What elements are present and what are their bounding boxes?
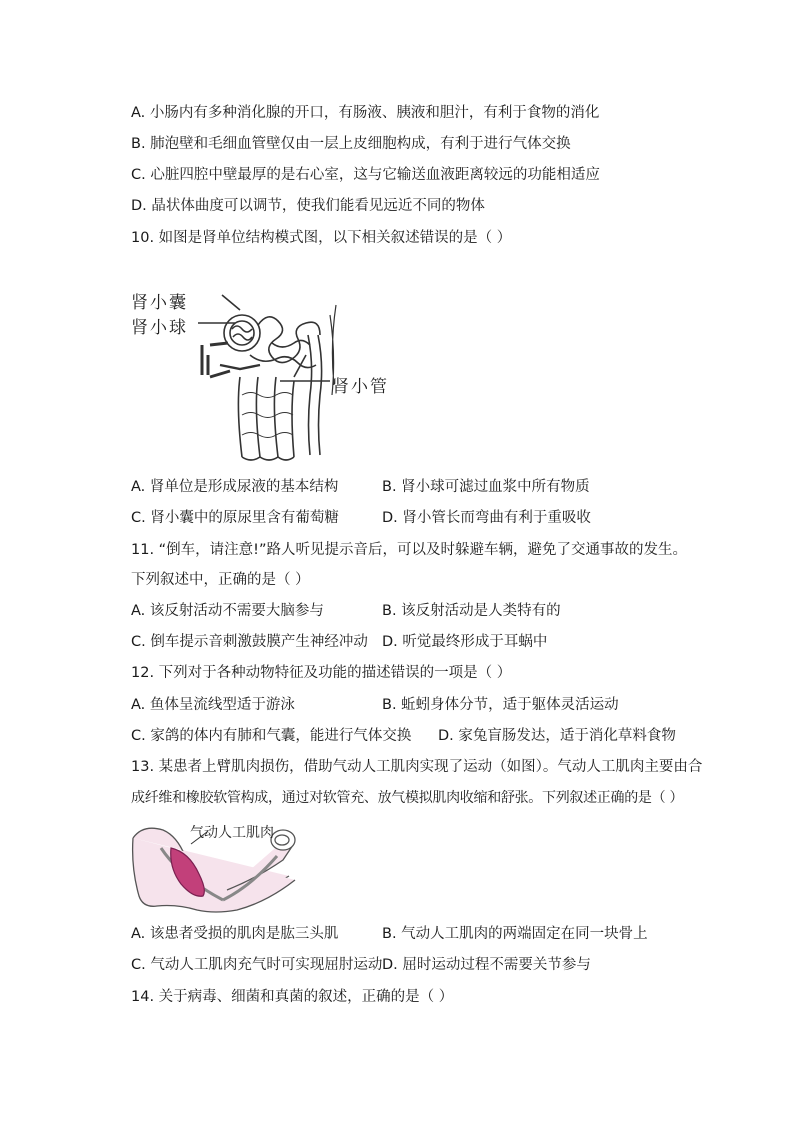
- q13-option-b: B. 气动人工肌肉的两端固定在同一块骨上: [382, 926, 648, 942]
- q9-option-b: B. 肺泡壁和毛细血管壁仅由一层上皮细胞构成，有利于进行气体交换: [131, 136, 571, 152]
- q12-option-b: B. 蚯蚓身体分节，适于躯体灵活运动: [382, 697, 619, 713]
- q14-stem: 14. 关于病毒、细菌和真菌的叙述，正确的是（ ）: [131, 989, 454, 1005]
- q12-option-d: D. 家兔盲肠发达，适于消化草料食物: [438, 728, 676, 744]
- q11-option-d: D. 听觉最终形成于耳蜗中: [382, 634, 548, 650]
- label-renal-tubule: 肾小管: [332, 377, 389, 397]
- q9-option-c: C. 心脏四腔中壁最厚的是右心室，这与它输送血液距离较远的功能相适应: [131, 167, 600, 183]
- q13-stem-line1: 13. 某患者上臂肌肉损伤，借助气动人工肌肉实现了运动（如图）。气动人工肌肉主要由合: [131, 759, 703, 775]
- label-renal-capsule: 肾小囊: [131, 293, 188, 313]
- q12-stem: 12. 下列对于各种动物特征及功能的描述错误的一项是（ ）: [131, 665, 512, 681]
- q13-option-c: C. 气动人工肌肉充气时可实现屈肘运动: [131, 957, 383, 973]
- q10-option-b: B. 肾小球可滤过血浆中所有物质: [382, 479, 590, 495]
- label-glomerulus: 肾小球: [131, 318, 188, 338]
- q9-option-a: A. 小肠内有多种消化腺的开口，有肠液、胰液和胆汁，有利于食物的消化: [131, 105, 600, 121]
- q12-option-a: A. 鱼体呈流线型适于游泳: [131, 697, 295, 713]
- q12-option-c: C. 家鸽的体内有肺和气囊，能进行气体交换: [131, 728, 412, 744]
- q13-option-d: D. 屈时运动过程不需要关节参与: [382, 957, 591, 973]
- label-pneumatic-muscle: 气动人工肌肉: [190, 825, 274, 841]
- q10-option-c: C. 肾小囊中的原尿里含有葡萄糖: [131, 510, 339, 526]
- q11-option-a: A. 该反射活动不需要大脑参与: [131, 603, 324, 619]
- q11-stem-line2: 下列叙述中，正确的是（ ）: [131, 572, 310, 588]
- q11-stem-line1: 11. “倒车，请注意!”路人听见提示音后，可以及时躲避车辆，避免了交通事故的发生。: [131, 542, 688, 558]
- q10-option-a: A. 肾单位是形成尿液的基本结构: [131, 479, 339, 495]
- q9-option-d: D. 晶状体曲度可以调节，使我们能看见远近不同的物体: [131, 198, 485, 214]
- q11-option-b: B. 该反射活动是人类特有的: [382, 603, 561, 619]
- q13-option-a: A. 该患者受损的肌肉是肱三头肌: [131, 926, 339, 942]
- q11-option-c: C. 倒车提示音刺激鼓膜产生神经冲动: [131, 634, 368, 650]
- q13-stem-line2: 成纤维和橡胶软管构成，通过对软管充、放气模拟肌肉收缩和舒张。下列叙述正确的是（ ）: [131, 790, 684, 806]
- q10-option-d: D. 肾小管长而弯曲有利于重吸收: [382, 510, 591, 526]
- q10-stem: 10. 如图是肾单位结构模式图，以下相关叙述错误的是（ ）: [131, 230, 512, 246]
